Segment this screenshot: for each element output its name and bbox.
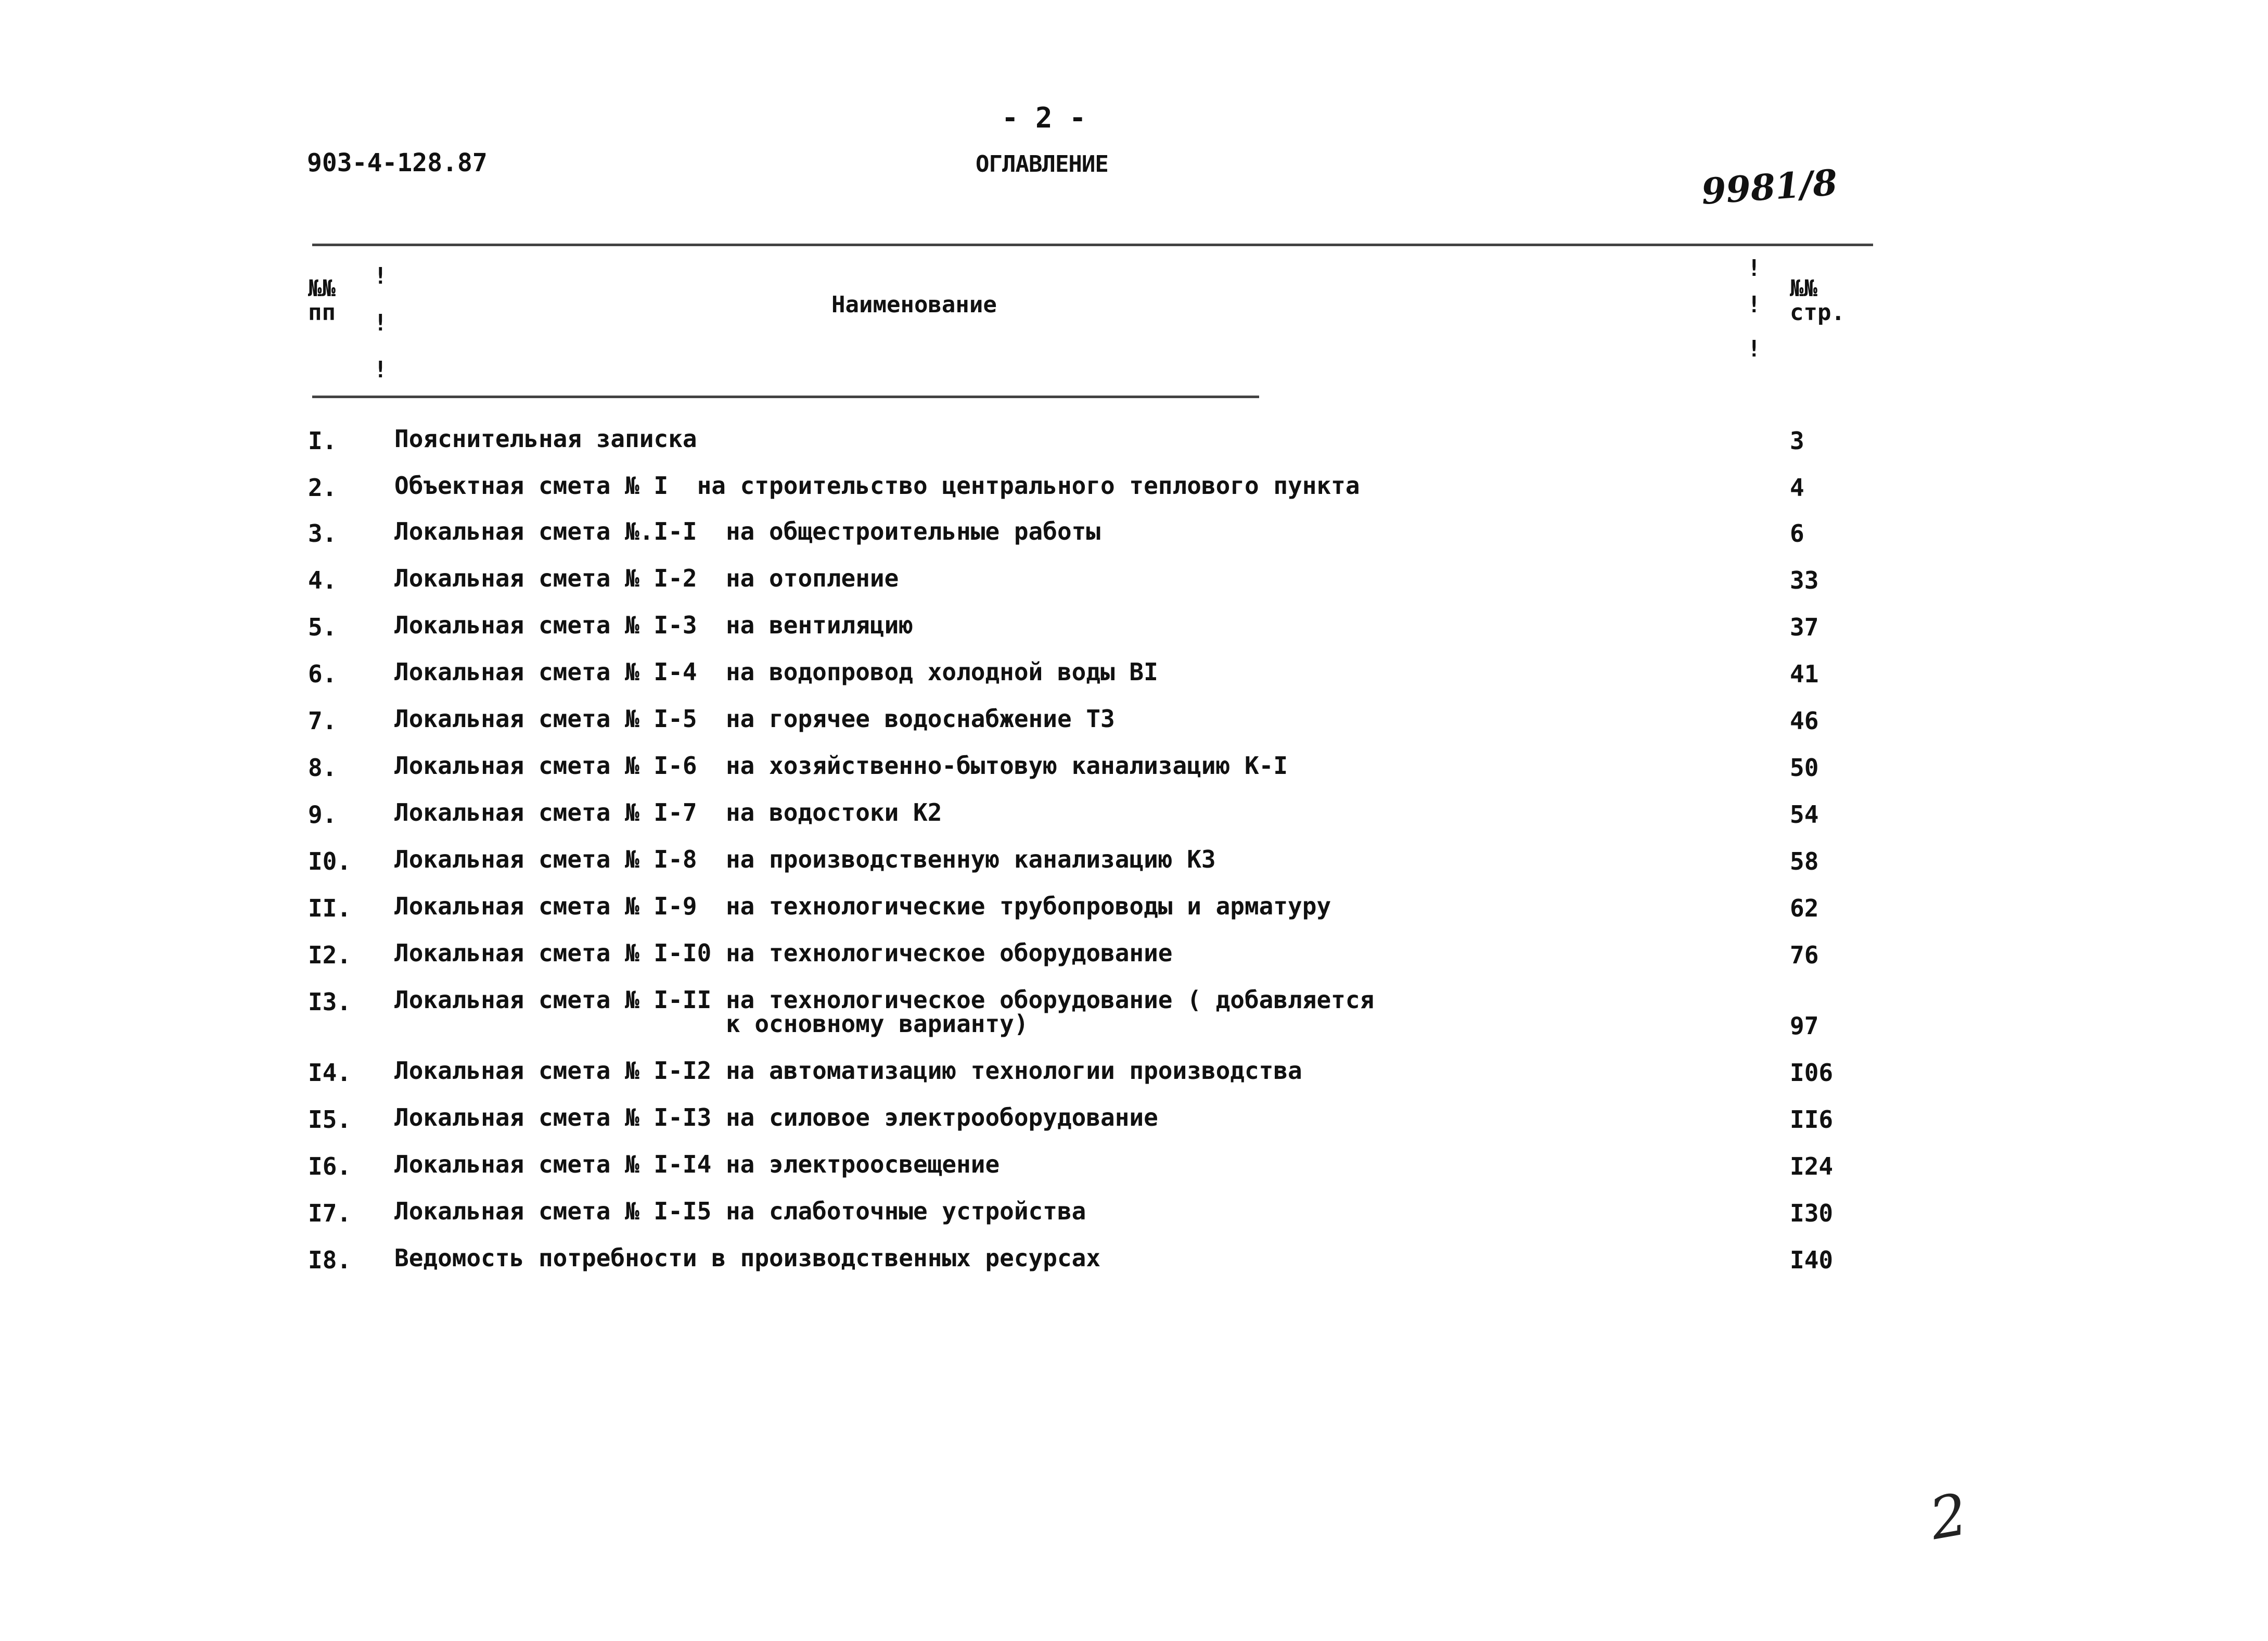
row-title: Локальная смета № I-4 на водопровод холодной воды BI: [394, 658, 1158, 686]
column-header-page-line2: стр.: [1790, 299, 1845, 326]
row-page: 4: [1790, 474, 1804, 502]
row-title: Локальная смета № I-I5 на слаботочные устройства: [394, 1197, 1086, 1225]
column-separator: !: [374, 357, 388, 383]
table-top-rule: [312, 244, 1873, 246]
row-title: Локальная смета № I-I2 на автоматизацию технологии производства: [394, 1057, 1302, 1085]
row-title: Локальная смета № I-5 на горячее водоснабжение ТЗ: [394, 705, 1115, 733]
column-header-name: Наименование: [831, 291, 997, 318]
row-number: I7.: [308, 1199, 352, 1227]
row-page: 37: [1790, 613, 1819, 641]
row-number: I5.: [308, 1105, 352, 1134]
row-page: I06: [1790, 1059, 1834, 1087]
column-header-number: [308, 277, 336, 325]
row-title: Локальная смета № I-6 на хозяйственно-бытовую канализацию К-I: [394, 752, 1288, 780]
row-number: II.: [308, 894, 352, 922]
column-separator: !: [1747, 255, 1761, 282]
row-title: Локальная смета № I-8 на производственную канализацию К3: [394, 845, 1216, 873]
row-title: Ведомость потребности в производственных ресурсах: [394, 1244, 1101, 1272]
row-number: 9.: [308, 800, 337, 829]
row-title: Локальная смета № I-I0 на технологическое оборудование: [394, 939, 1173, 967]
row-page: 58: [1790, 847, 1819, 875]
column-header-number-line1: №№: [308, 275, 336, 302]
column-header-page-line1: №№: [1790, 275, 1817, 302]
row-number: I2.: [308, 941, 352, 969]
row-number: 6.: [308, 660, 337, 688]
row-number: I3.: [308, 988, 352, 1016]
row-page: I24: [1790, 1152, 1834, 1180]
page-title: ОГЛАВЛЕНИЕ: [976, 151, 1108, 177]
row-page: 33: [1790, 566, 1819, 594]
row-page: 62: [1790, 894, 1819, 922]
row-number: 8.: [308, 754, 337, 782]
handwritten-page-mark: 2: [1925, 1480, 1972, 1553]
column-separator: !: [1747, 336, 1761, 362]
column-separator: !: [374, 263, 388, 289]
row-page: 3: [1790, 427, 1804, 455]
row-page: I30: [1790, 1199, 1834, 1227]
row-number: I4.: [308, 1059, 352, 1087]
row-page: 97: [1790, 1012, 1819, 1040]
row-title: Локальная смета №.I-I на общестроительные работы: [394, 517, 1101, 545]
row-page: 6: [1790, 519, 1804, 548]
row-number: 7.: [308, 707, 337, 735]
row-number: 3.: [308, 519, 337, 548]
row-number: I8.: [308, 1246, 352, 1274]
row-number: 5.: [308, 613, 337, 641]
row-title: Пояснительная записка: [394, 425, 697, 453]
row-title: Локальная смета № I-9 на технологические трубопроводы и арматуру: [394, 892, 1331, 920]
row-title: Локальная смета № I-I4 на электроосвещение: [394, 1150, 1000, 1178]
row-title: Локальная смета № I-2 на отопление: [394, 564, 899, 592]
row-title: Объектная смета № I на строительство центрального теплового пункта: [394, 472, 1360, 500]
document-code: 903-4-128.87: [307, 148, 488, 177]
column-separator: !: [1747, 291, 1761, 318]
row-page: II6: [1790, 1105, 1834, 1134]
row-number: 2.: [308, 474, 337, 502]
row-page: 46: [1790, 707, 1819, 735]
table-header-bottom-rule: [312, 396, 1259, 398]
row-title: Локальная смета № I-I3 на силовое электрооборудование: [394, 1103, 1158, 1131]
column-header-number-line2: пп: [308, 299, 336, 326]
column-separator: !: [374, 310, 388, 336]
row-number: I.: [308, 427, 337, 455]
row-title: Локальная смета № I-3 на вентиляцию: [394, 611, 913, 639]
row-title: Локальная смета № I-7 на водостоки К2: [394, 798, 942, 826]
row-number: I6.: [308, 1152, 352, 1180]
handwritten-reference: 9981/8: [1700, 161, 1839, 213]
row-number: 4.: [308, 566, 337, 594]
row-page: 54: [1790, 800, 1819, 829]
row-page: I40: [1790, 1246, 1834, 1274]
row-title: Локальная смета № I-II на технологическое оборудование ( добавляется к основному варианту): [394, 986, 1375, 1038]
row-number: I0.: [308, 847, 352, 875]
row-page: 41: [1790, 660, 1819, 688]
page-number: - 2 -: [1002, 101, 1086, 134]
row-page: 76: [1790, 941, 1819, 969]
row-page: 50: [1790, 754, 1819, 782]
column-header-page: [1790, 277, 1845, 325]
